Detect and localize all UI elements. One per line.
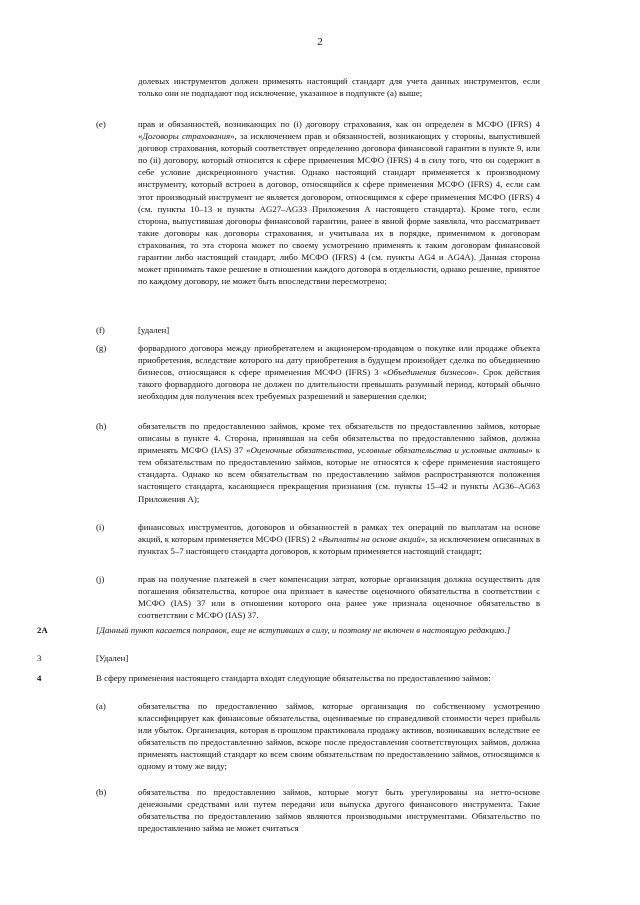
item-label-g: (g) xyxy=(96,343,107,353)
paragraph-4-text: В сферу применения настоящего стандарта входят следующие обязательства по предоставлению займов: xyxy=(96,673,491,683)
text-segment: », за исключением прав и обязанностей, возникающих у стороны, выпустившей договор страхования, который соответствует определению договора финансовой гарантии в пункте 9, или по (ii) договору, который относится к сфере применения МСФО (IFRS) 4 в силу того, что он содержит в себе условие дискреционного участия. Однако настоящий стандарт применяется к производному инструменту, который встроен в договор, относящийся к сфере применения МСФО (IFRS) 4, если сам этот производный инструмент не является договором, относящимся к сфере применения МСФО (IFRS) 4 (см. пункты 10–13 и пункты AG27–AG33 Приложения А настоящего стандарта). Кроме того, если сторона, выпустившая договоры финансовой гарантии, ранее в явной форме заявляла, что рассматривает такие договоры как договоры страхования, и учитывала их в порядке, применимом к договорам страхования, то эта сторона может по своему усмотрению применять к таким договорам финансовой гарантии либо настоящий стандарт, либо МСФО (IFRS) 4 (см. пункты AG4 и AG4A). Данная сторона может принимать такое решение в отношении каждого договора в отдельности, однако решение, принятое по каждому договору, не может быть впоследствии пересмотрено; xyxy=(138,131,540,287)
text-segment: прав и обязанностей, возникающих по (i) договору страхования, как он определен в МСФО (IFRS) 4 « xyxy=(138,119,540,142)
text-segment: Договоры страхования xyxy=(142,131,231,142)
text-segment: Оценочные обязательства, условные обязательства и условные активы xyxy=(250,445,529,456)
item-g-text xyxy=(138,342,540,402)
text-segment: ». Срок действия такого форвардного договора не должен по длительности превышать разумный период, который обычно необходим для получения всех требуемых разрешений и завершения сделки; xyxy=(138,367,540,402)
item-label-e: (e) xyxy=(96,119,106,129)
text-segment: » к тем обязательствам по предоставлению займов, которые не относятся к сфере применения настоящего стандарта. Однако ко всем обязательствам по предоставлению займов распространяются положения настоящего стандарта, касающиеся прекращения признания (см. пункты 15–42 и пункты AG36–AG63 Приложения А); xyxy=(138,445,540,504)
item-label-f: (f) xyxy=(96,325,105,335)
text-segment: форвардного договора между приобретателем и акционером-продавцом о покупке или продаже объекта приобретения, вследствие которого на дату приобретения в будущем произойдет сделка по объединению бизнесов, относящаяся к сфере применения МСФО (IFRS) 3 « xyxy=(138,343,540,378)
text-segment: прав на получение платежей в счет компенсации затрат, которые организация должна осуществить для погашения обязательства, которое она признает в качестве оценочного обязательства в соответствии с МСФО (IAS) 37 или в отношении которого она ранее уже признала оценочное обязательство в соответствии с МСФО (IAS) 37. xyxy=(138,574,540,621)
text-segment: Объединения бизнесов xyxy=(387,367,473,378)
paragraph-3-text: [Удален] xyxy=(96,653,129,663)
text-segment: », за исключением описанных в пунктах 5–7 настоящего стандарта договоров, к которым применяется настоящий стандарт; xyxy=(138,534,540,557)
text-segment: [удален] xyxy=(138,325,170,335)
text-segment: обязательств по предоставлению займов, кроме тех обязательств по предоставлению займов, которые описаны в пункте 4. Сторона, принявшая на себя обязательства по предоставлению займов, должна применять МСФО (IAS) 37 « xyxy=(138,421,540,456)
text-segment: финансовых инструментов, договоров и обязанностей в рамках тех операций по выплатам на основе акций, к которым применяется МСФО (IFRS) 2 « xyxy=(138,522,540,545)
subitem-label-a: (a) xyxy=(96,701,106,711)
paragraph-label-3: 3 xyxy=(37,653,42,663)
item-j-text xyxy=(138,573,540,621)
text-segment: Выплаты на основе акций xyxy=(322,534,421,545)
subitem-b-text: обязательства по предоставлению займов, которые могут быть урегулированы на нетто-основе денежными средствами или путем передачи или выпуска другого финансового инструмента. Такие обязательства по предоставлению займов являются производными инструментами. Обязательство по предоставлению займа не может считаться xyxy=(138,787,540,834)
item-label-h: (h) xyxy=(96,421,107,431)
item-e-text xyxy=(138,118,540,287)
subitem-label-b: (b) xyxy=(96,787,107,797)
subitem-a-text: обязательства по предоставлению займов, которые организация по собственному усмотрению классифицирует как финансовые обязательства, оцениваемые по справедливой стоимости через прибыль или убыток. Организация, которая в прошлом практиковала продажу активов, возникавших вследствие ее обязательств по предоставлению займов, вскоре после предоставления соответствующих займов, должна применять настоящий стандарт ко всем своим обязательствам по предоставлению займов, относящимся к одному и тому же виду; xyxy=(138,701,540,772)
paragraph-2a-text: [Данный пункт касается поправок, еще не вступивших в силу, и поэтому не включен в настоящую редакцию.] xyxy=(96,625,511,635)
item-label-i: (i) xyxy=(96,522,105,532)
item-f-text xyxy=(138,324,540,336)
intro-text: долевых инструментов должен применять настоящий стандарт для учета данных инструментов, если только они не подпадают под исключение, указанное в подпункте (а) выше; xyxy=(138,76,540,99)
paragraph-label-2a: 2A xyxy=(37,625,48,635)
page-number: 2 xyxy=(317,36,323,48)
paragraph-label-4: 4 xyxy=(37,673,42,683)
item-h-text xyxy=(138,420,540,505)
item-i-text xyxy=(138,521,540,557)
item-label-j: (j) xyxy=(96,574,105,584)
